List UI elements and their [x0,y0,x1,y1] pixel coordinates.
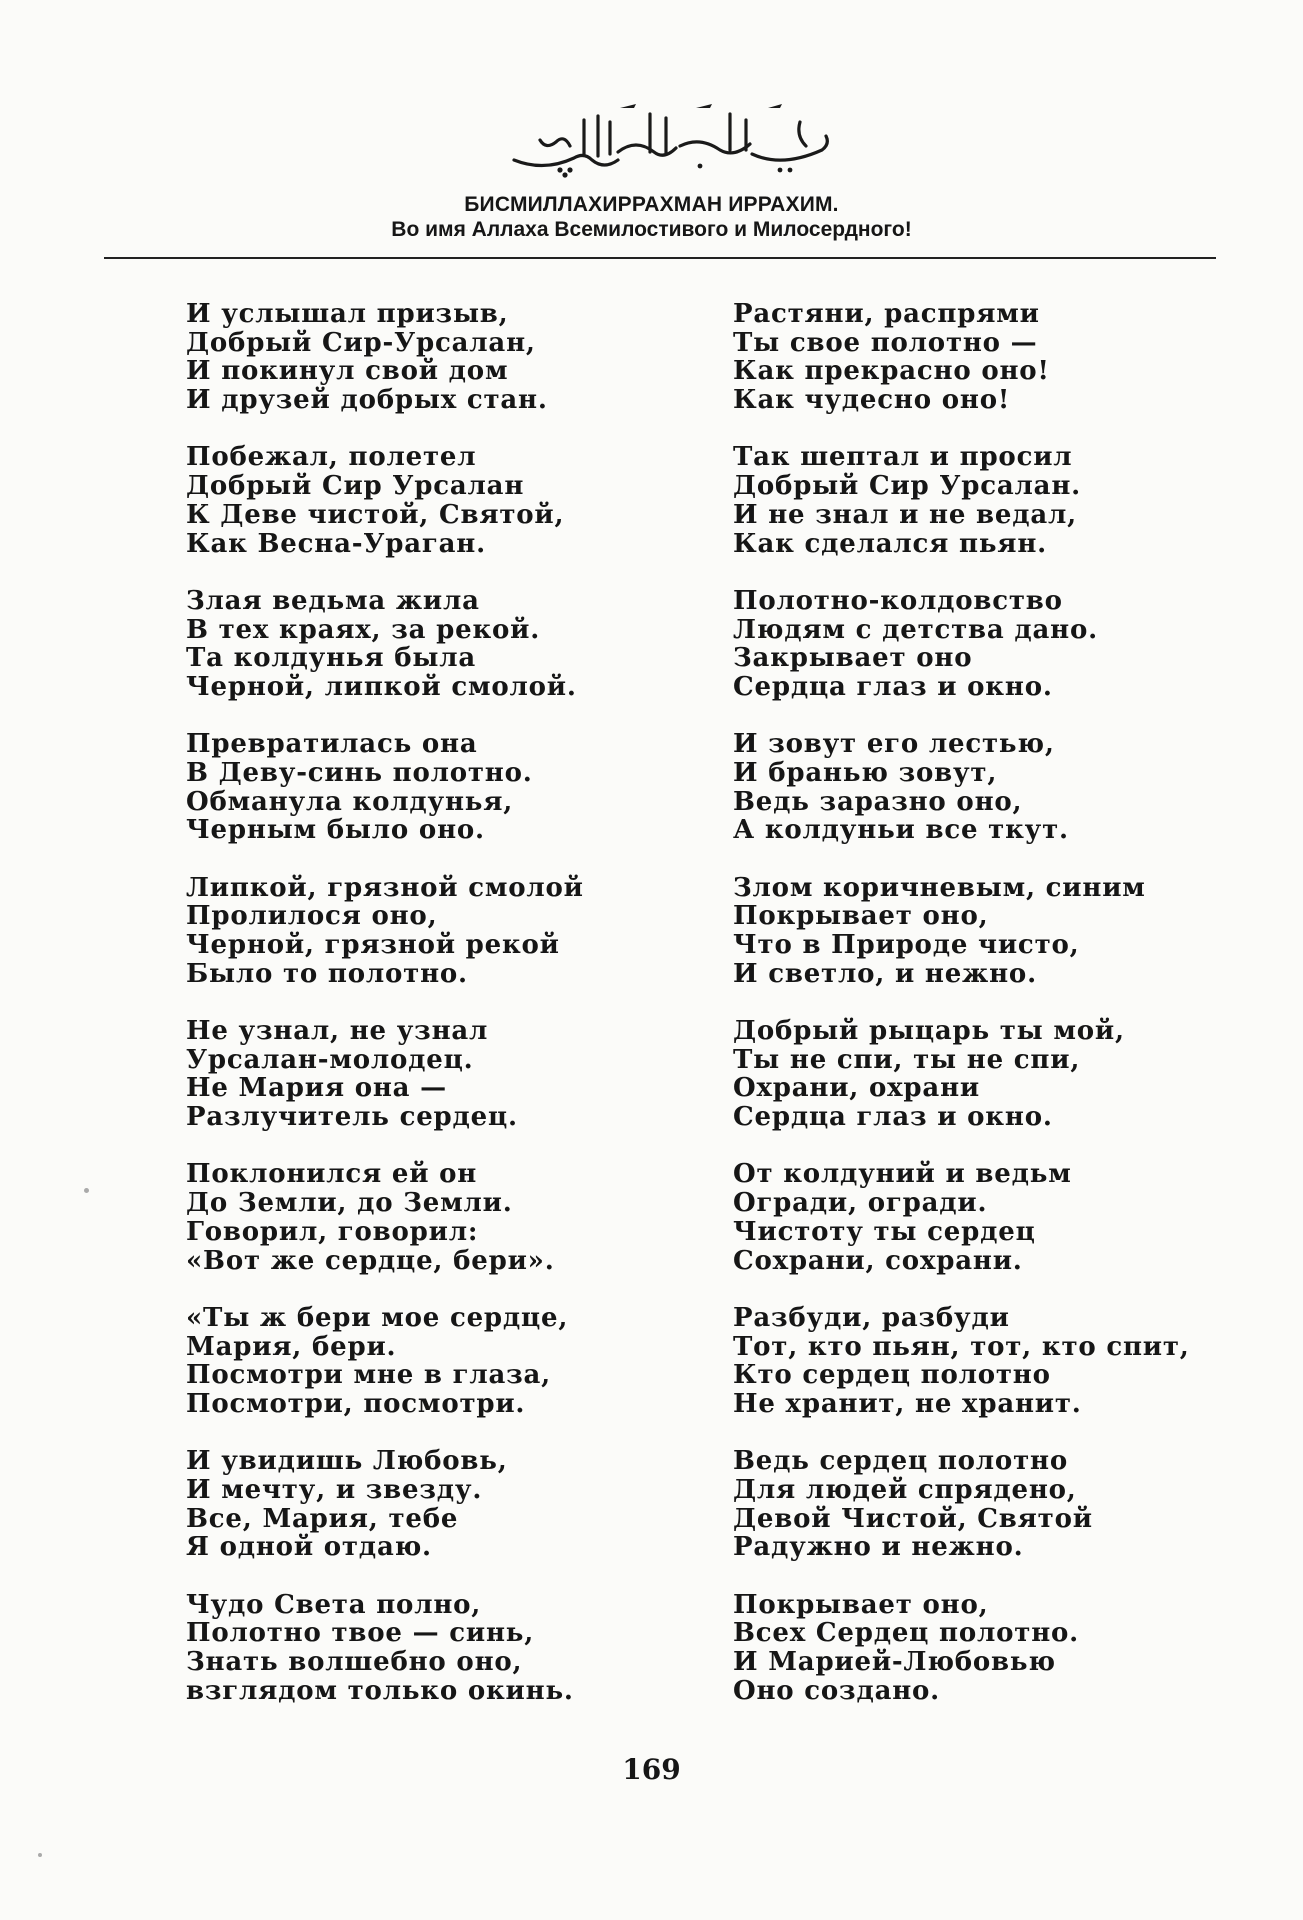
poem-line: Поклонился ей он [186,1159,478,1190]
stanza [733,1160,1253,1275]
stanza [733,1447,1253,1562]
poem-line: Добрый Сир Урсалан [186,471,525,502]
poem-line: До Земли, до Земли. [186,1188,513,1219]
poem-line: А колдуньи все ткут. [733,815,1069,846]
stanza [733,1591,1253,1706]
poem-line: Растяни, распрями [733,299,1040,329]
poem-line: Мария, бери. [186,1331,397,1362]
poem-line: Чудо Света полно, [186,1589,482,1620]
poem-line: Как прекрасно оно! [733,356,1050,387]
poem-line: Липкой, грязной смолой [186,872,584,903]
poem-line: Покрывает оно, [733,901,989,932]
poem-line: Не хранит, не хранит. [733,1388,1082,1419]
poem-line: И Марией-Любовью [733,1647,1056,1678]
poem-line: Как Весна-Ураган. [186,528,486,559]
poem-line: Охрани, охрани [733,1073,980,1104]
poem-line: И увидишь Любовь, [186,1446,508,1477]
poem-line: В Деву-синь полотно. [186,757,533,788]
scan-speck [84,1188,89,1193]
poem-line: Злом коричневым, синим [733,872,1146,903]
poem-line: Та колдунья была [186,643,476,674]
poem-line: «Ты ж бери мое сердце, [186,1302,569,1333]
header-title: БИСМИЛЛАХИРРАХМАН ИРРАХИМ. [464,193,839,216]
poem-line: Пролилося оно, [186,901,438,932]
stanza [186,300,656,415]
stanza [186,1304,656,1419]
poem-line: Не узнал, не узнал [186,1016,489,1047]
poem-line: Сердца глаз и окно. [733,671,1053,702]
poem-line: Сохрани, сохрани. [733,1245,1023,1276]
poem-line: К Деве чистой, Святой, [186,499,565,530]
poem-line: Превратилась она [186,729,478,760]
poem-line: Добрый Сир-Урсалан, [186,327,536,358]
stanza [733,1017,1253,1132]
poem-line: Злая ведьма жила [186,585,480,616]
poem-line: Добрый Сир Урсалан. [733,471,1082,502]
stanza [733,443,1253,558]
scan-speck [38,1853,42,1857]
poem-line: Закрывает оно [733,643,973,674]
poem-column-left [186,300,656,1734]
poem-line: Ведь заразно оно, [733,786,1023,817]
poem-line: Я одной отдаю. [186,1532,432,1563]
poem-line: Чистоту ты сердец [733,1216,1036,1247]
stanza [186,874,656,989]
poem-line: Что в Природе чисто, [733,930,1080,961]
poem-line: Разлучитель сердец. [186,1102,518,1133]
stanza [186,730,656,845]
poem-line: И зовут его лестью, [733,729,1055,760]
stanza [186,1017,656,1132]
stanza [733,874,1253,989]
poem-line: И покинул свой дом [186,356,509,387]
stanza [186,1160,656,1275]
stanza [186,587,656,702]
poem-line: Черной, липкой смолой. [186,671,577,702]
poem-line: Как сделался пьян. [733,528,1047,559]
poem-line: И не знал и не ведал, [733,499,1078,530]
stanza [733,587,1253,702]
poem-line: Огради, огради. [733,1188,988,1219]
poem-line: взглядом только окинь. [186,1675,574,1706]
poem-column-right [733,300,1253,1734]
stanza [186,1447,656,1562]
poem-line: Всех Сердец полотно. [733,1618,1080,1649]
poem-line: Добрый рыцарь ты мой, [733,1016,1125,1047]
poem-line: Сердца глаз и окно. [733,1102,1053,1133]
poem-line: Девой Чистой, Святой [733,1503,1093,1534]
poem-line: Как чудесно оно! [733,385,1011,416]
poem-line: Людям с детства дано. [733,614,1098,645]
stanza [186,443,656,558]
poem-line: Посмотри мне в глаза, [186,1360,552,1391]
poem-line: Ведь сердец полотно [733,1446,1068,1477]
stanza [186,1591,656,1706]
poem-line: Полотно твое — синь, [186,1618,535,1649]
poem-line: Покрывает оно, [733,1589,989,1620]
poem-line: Побежал, полетел [186,442,477,473]
poem-line: Все, Мария, тебе [186,1503,459,1534]
page-number: 169 [622,1753,681,1786]
poem-line: И мечту, и звезду. [186,1474,483,1505]
poem-line: Оно создано. [733,1675,941,1706]
bismillah-calligraphy [500,100,840,180]
header-divider [104,257,1216,259]
poem-line: Черным было оно. [186,815,485,846]
poem-line: Посмотри, посмотри. [186,1388,526,1419]
header-subtitle: Во имя Аллаха Всемилостивого и Милосердного! [391,218,912,241]
poem-line: Урсалан-молодец. [186,1044,474,1075]
poem-line: Черной, грязной рекой [186,930,560,961]
stanza [733,1304,1253,1419]
poem-line: Кто сердец полотно [733,1360,1051,1391]
poem-line: В тех краях, за рекой. [186,614,541,645]
poem-line: Тот, кто пьян, тот, кто спит, [733,1331,1190,1362]
poem-line: «Вот же сердце, бери». [186,1245,555,1276]
poem-line: Обманула колдунья, [186,786,514,817]
poem-line: Ты не спи, ты не спи, [733,1044,1081,1075]
poem-line: Радужно и нежно. [733,1532,1024,1563]
poem-line: Для людей спрядено, [733,1474,1077,1505]
poem-line: Знать волшебно оно, [186,1647,523,1678]
poem-line: Не Мария она — [186,1073,447,1104]
poem-line: И бранью зовут, [733,757,998,788]
poem-line: Разбуди, разбуди [733,1302,1010,1333]
poem-line: Полотно-колдовство [733,585,1063,616]
poem-line: И услышал призыв, [186,299,509,329]
poem-line: От колдуний и ведьм [733,1159,1072,1190]
poem-line: И светло, и нежно. [733,958,1037,989]
stanza [733,300,1253,415]
poem-line: Было то полотно. [186,958,468,989]
poem-line: И друзей добрых стан. [186,385,548,416]
poem-line: Говорил, говорил: [186,1216,479,1247]
poem-line: Ты свое полотно — [733,327,1038,358]
stanza [733,730,1253,845]
poem-line: Так шептал и просил [733,442,1073,473]
